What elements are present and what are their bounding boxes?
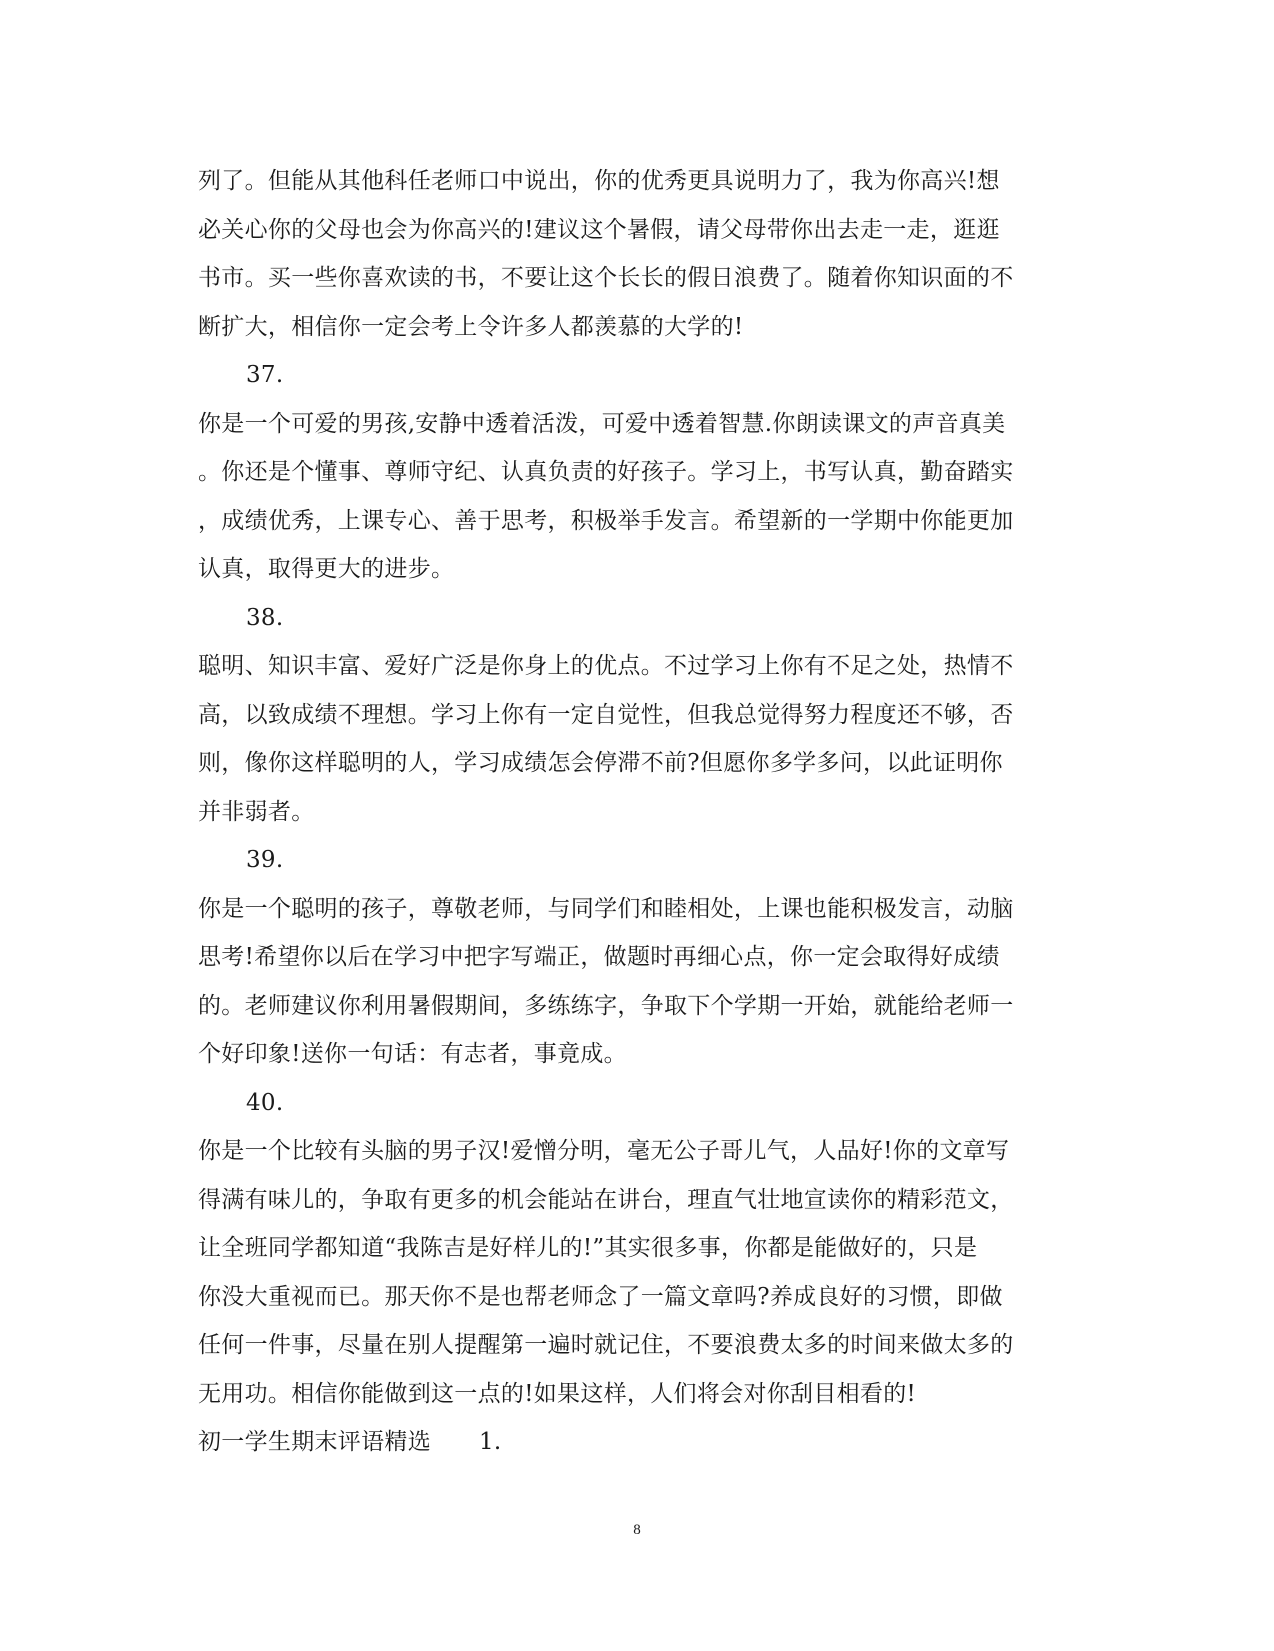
text-line: 。你还是个懂事、尊师守纪、认真负责的好孩子。学习上，书写认真，勤奋踏实 (198, 459, 1014, 485)
text-line: 并非弱者。 (198, 798, 315, 825)
text-line: 你是一个可爱的男孩,安静中透着活泼，可爱中透着智慧.你朗读课文的声音真美 (198, 410, 1006, 437)
section-heading-title: 初一学生期末评语精选 (198, 1429, 431, 1455)
text-line: ，成绩优秀，上课专心、善于思考，积极举手发言。希望新的一学期中你能更加 (198, 507, 1014, 534)
item-number-37: 37. (246, 362, 284, 388)
text-line: 必关心你的父母也会为你高兴的!建议这个暑假，请父母带你出去走一走，逛逛 (198, 216, 1000, 243)
text-line: 断扩大，相信你一定会考上令许多人都羡慕的大学的! (198, 313, 744, 340)
section-heading (198, 1418, 1078, 1467)
text-line: 聪明、知识丰富、爱好广泛是你身上的优点。不过学习上你有不足之处，热情不 (198, 653, 1014, 679)
section-heading-number: 1. (479, 1429, 502, 1455)
text-line: 认真，取得更大的进步。 (198, 556, 455, 582)
text-line: 书市。买一些你喜欢读的书，不要让这个长长的假日浪费了。随着你知识面的不 (198, 265, 1014, 291)
item-number-38: 38. (246, 604, 284, 631)
item-number-39: 39. (246, 847, 284, 873)
text-line: 则，像你这样聪明的人，学习成绩怎会停滞不前?但愿你多学多问，以此证明你 (198, 750, 1003, 776)
text-line: 无用功。相信你能做到这一点的!如果这样，人们将会对你刮目相看的! (198, 1380, 917, 1407)
text-line: 高，以致成绩不理想。学习上你有一定自觉性，但我总觉得努力程度还不够，否 (198, 701, 1014, 728)
text-line: 你是一个聪明的孩子，尊敬老师，与同学们和睦相处，上课也能积极发言，动脑 (198, 895, 1014, 922)
text-line: 你是一个比较有头脑的男子汉!爱憎分明，毫无公子哥儿气，人品好!你的文章写 (198, 1138, 1010, 1164)
text-line: 列了。但能从其他科任老师口中说出，你的优秀更具说明力了，我为你高兴!想 (198, 168, 1000, 194)
text-line: 个好印象!送你一句话：有志者，事竟成。 (198, 1041, 627, 1067)
item-number-40: 40. (246, 1089, 284, 1116)
text-line: 得满有味儿的，争取有更多的机会能站在讲台，理直气壮地宣读你的精彩范文， (198, 1186, 1014, 1213)
text-line: 你没大重视而已。那天你不是也帮老师念了一篇文章吗?养成良好的习惯，即做 (198, 1283, 1003, 1310)
text-line: 让全班同学都知道“我陈吉是好样儿的!”其实很多事，你都是能做好的，只是 (198, 1235, 978, 1261)
text-line: 的。老师建议你利用暑假期间，多练练字，争取下个学期一开始，就能给老师一 (198, 992, 1014, 1019)
page-number: 8 (633, 1522, 641, 1538)
text-line: 任何一件事，尽量在别人提醒第一遍时就记住，不要浪费太多的时间来做太多的 (198, 1332, 1014, 1358)
text-line: 思考!希望你以后在学习中把字写端正，做题时再细心点，你一定会取得好成绩 (198, 944, 1000, 970)
page-content (198, 157, 1078, 1467)
